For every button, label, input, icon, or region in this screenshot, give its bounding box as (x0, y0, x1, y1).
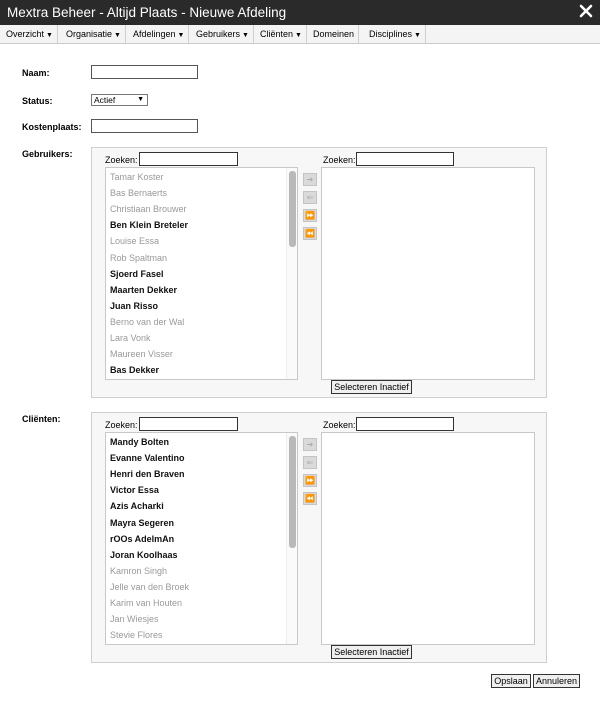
menu-item-domeinen[interactable]: Domeinen (309, 25, 359, 43)
chevron-down-icon: ▼ (414, 32, 421, 39)
list-item[interactable]: Berno van der Wal (110, 316, 185, 327)
list-item[interactable]: Mayra Segeren (110, 517, 175, 528)
naam-input[interactable] (91, 65, 198, 79)
list-item[interactable]: rOOs AdelmAn (110, 533, 175, 544)
remove-selected-button[interactable]: ⇐ (303, 191, 317, 204)
gebruikers-panel (91, 147, 547, 398)
add-selected-button[interactable]: ➔ (303, 173, 317, 186)
list-item[interactable]: Bas Bernaerts (110, 188, 168, 199)
status-select[interactable] (91, 94, 148, 106)
list-item[interactable]: Joran Koolhaas (110, 549, 178, 560)
scrollbar-thumb[interactable] (289, 436, 296, 548)
menu-item-gebruikers[interactable]: Gebruikers ▼ (192, 25, 254, 43)
chevron-down-icon: ▼ (177, 32, 185, 39)
add-all-button[interactable]: ⏩ (303, 209, 317, 222)
naam-label: Naam: (22, 68, 50, 78)
clienten-label: Cliënten: (22, 414, 61, 424)
list-item[interactable]: Kamron Singh (110, 565, 168, 576)
list-item[interactable]: Sjoerd Fasel (110, 268, 164, 279)
list-item[interactable]: Ben Klein Breteler (110, 220, 189, 231)
clienten-available-list[interactable] (105, 432, 298, 645)
scrollbar[interactable] (286, 168, 297, 379)
menu-item-disciplines[interactable]: Disciplines ▼ (365, 25, 426, 43)
scrollbar-thumb[interactable] (289, 171, 296, 247)
list-item[interactable]: Henri den Braven (110, 469, 185, 480)
menu-item-organisatie[interactable]: Organisatie ▼ (62, 25, 126, 43)
list-item[interactable]: Karim van Houten (110, 598, 183, 608)
list-item[interactable]: Tamar Koster (110, 172, 164, 182)
clienten-search-left-label: Zoeken: (105, 420, 138, 430)
chevron-down-icon: ▼ (46, 32, 53, 39)
remove-selected-button[interactable]: ⇐ (303, 456, 317, 469)
clienten-search-left-input[interactable] (139, 417, 238, 431)
clienten-select-inactive-button[interactable]: Selecteren Inactief (331, 645, 412, 659)
list-item[interactable]: Christiaan Brouwer (110, 204, 187, 215)
status-select-value: Actief (94, 95, 116, 105)
window-title: Mextra Beheer - Altijd Plaats - Nieuwe Afdeling (7, 5, 287, 20)
scrollbar[interactable] (286, 433, 297, 644)
menu-item-clienten[interactable]: Cliënten ▼ (256, 25, 307, 43)
gebruikers-select-inactive-button[interactable]: Selecteren Inactief (331, 380, 412, 394)
menu-bar (0, 25, 600, 44)
list-item[interactable]: Jelle van den Broek (110, 581, 190, 592)
menu-item-afdelingen[interactable]: Afdelingen ▼ (129, 25, 189, 43)
clienten-search-right-input[interactable] (356, 417, 454, 431)
save-button[interactable]: Opslaan (491, 674, 531, 688)
list-item[interactable]: Stevie Flores (110, 630, 163, 641)
list-item[interactable]: Juan Risso (110, 300, 159, 311)
add-selected-button[interactable]: ➔ (303, 438, 317, 451)
list-item[interactable]: Lara Vonk (110, 333, 151, 343)
list-item[interactable]: Victor Essa (110, 485, 159, 496)
close-icon[interactable] (579, 4, 593, 18)
list-item[interactable]: Bas Dekker (110, 365, 160, 376)
chevron-down-icon: ▼ (242, 32, 249, 39)
gebruikers-search-left-input[interactable] (139, 152, 238, 166)
list-item[interactable]: Louise Essa (110, 236, 160, 247)
chevron-down-icon: ▼ (114, 32, 121, 39)
list-item[interactable]: Jan Wiesjes (110, 614, 159, 625)
clienten-panel (91, 412, 547, 663)
chevron-down-icon: ▼ (137, 96, 144, 103)
remove-all-button[interactable]: ⏪ (303, 227, 317, 240)
clienten-search-right-label: Zoeken: (323, 420, 356, 430)
list-item[interactable]: Mandy Bolten (110, 437, 170, 447)
cancel-button[interactable]: Annuleren (533, 674, 580, 688)
chevron-down-icon: ▼ (295, 32, 302, 39)
remove-all-button[interactable]: ⏪ (303, 492, 317, 505)
list-item[interactable]: Azis Acharki (110, 501, 164, 512)
add-all-button[interactable]: ⏩ (303, 474, 317, 487)
list-item[interactable]: Maarten Dekker (110, 284, 178, 295)
kostenplaats-input[interactable] (91, 119, 198, 133)
gebruikers-search-left-label: Zoeken: (105, 155, 138, 165)
menu-item-overzicht[interactable]: Overzicht ▼ (2, 25, 58, 43)
list-item[interactable]: Evanne Valentino (110, 453, 185, 464)
gebruikers-search-right-input[interactable] (356, 152, 454, 166)
list-item[interactable]: Maureen Visser (110, 349, 173, 360)
status-label: Status: (22, 96, 53, 106)
gebruikers-selected-list[interactable] (321, 167, 535, 380)
gebruikers-available-list[interactable] (105, 167, 298, 380)
title-bar (0, 0, 600, 25)
gebruikers-label: Gebruikers: (22, 149, 73, 159)
clienten-selected-list[interactable] (321, 432, 535, 645)
kostenplaats-label: Kostenplaats: (22, 122, 82, 132)
gebruikers-search-right-label: Zoeken: (323, 155, 356, 165)
list-item[interactable]: Rob Spaltman (110, 252, 168, 263)
